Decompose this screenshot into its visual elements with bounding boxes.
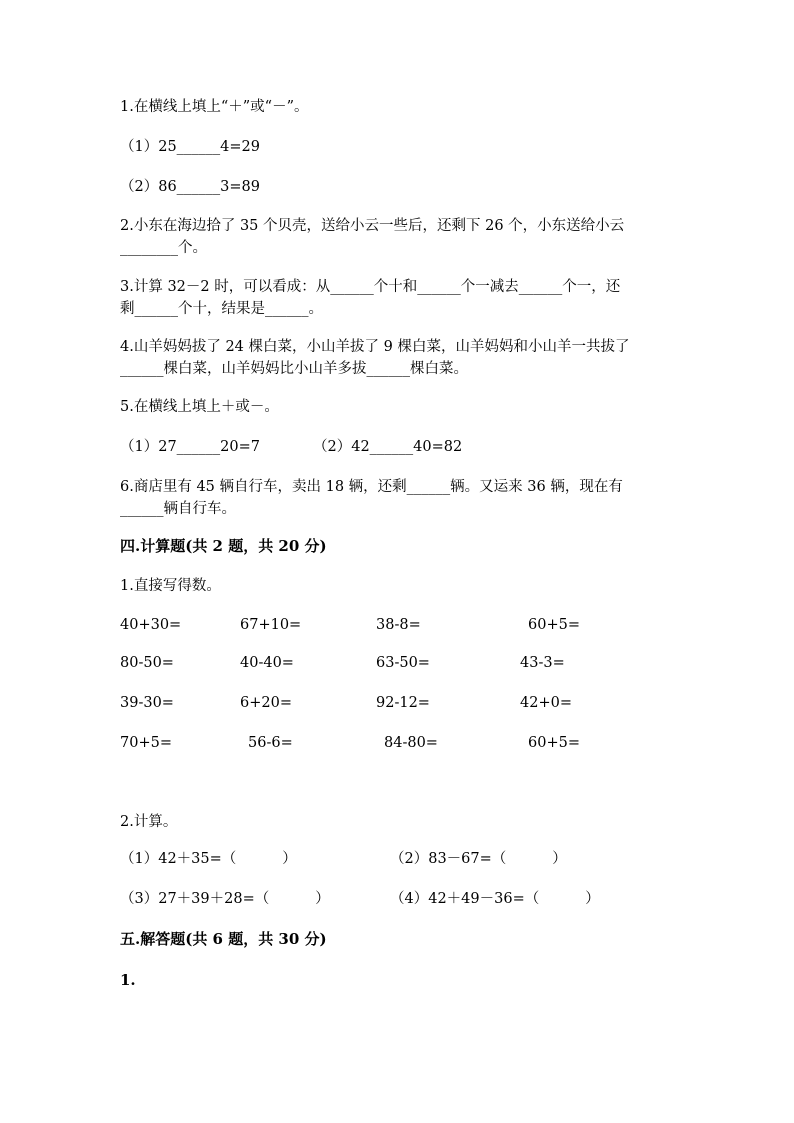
question-1-sub-2: （2）86______3=89 (120, 179, 261, 195)
calc-cell: 43-3= (520, 655, 565, 671)
calc-cell: 40+30= (120, 617, 182, 633)
calc-item-1 (120, 849, 297, 869)
calc-item-close: ） (282, 851, 297, 867)
question-1-prompt: 1.在横线上填上“＋”或“－”。 (120, 99, 309, 115)
calc-cell: 42+0= (520, 695, 572, 711)
section-4-q2-title: 2.计算。 (120, 814, 178, 830)
question-2-line-1: 2.小东在海边拾了 35 个贝壳，送给小云一些后，还剩下 26 个，小东送给小云 (120, 218, 625, 234)
question-6-line-2: ______辆自行车。 (120, 501, 236, 517)
calc-cell: 84-80= (384, 735, 438, 751)
calc-item-expression: （2）83－67=（ (390, 851, 507, 867)
calc-item-expression: （4）42＋49－36=（ (390, 891, 540, 907)
question-1-sub-1: （1）25______4=29 (120, 139, 261, 155)
question-3-line-2: 剩______个十，结果是______。 (120, 301, 323, 317)
calc-cell: 60+5= (528, 735, 580, 751)
calc-cell: 63-50= (376, 655, 430, 671)
calc-item-close: ） (315, 891, 330, 907)
question-5-prompt: 5.在横线上填上＋或－。 (120, 399, 279, 415)
section-5-title: 五.解答题(共 6 题，共 30 分) (120, 930, 327, 948)
calc-cell: 92-12= (376, 695, 430, 711)
calc-item-close: ） (585, 891, 600, 907)
calc-item-4 (390, 889, 600, 909)
calc-cell: 70+5= (120, 735, 172, 751)
question-4-line-1: 4.山羊妈妈拔了 24 棵白菜，小山羊拔了 9 棵白菜，山羊妈妈和小山羊一共拔了 (120, 339, 630, 355)
section-4-title: 四.计算题(共 2 题，共 20 分) (120, 537, 327, 555)
calc-item-3 (120, 889, 330, 909)
calc-item-expression: （1）42＋35=（ (120, 851, 237, 867)
question-5-sub-2: （2）42______40=82 (313, 439, 463, 455)
section-4-q1-title: 1.直接写得数。 (120, 578, 221, 594)
calc-item-2 (390, 849, 567, 869)
calc-cell: 56-6= (248, 735, 293, 751)
question-3-line-1: 3.计算 32－2 时，可以看成：从______个十和______个一减去______个一，还 (120, 279, 621, 295)
calc-item-close: ） (552, 851, 567, 867)
calc-cell: 39-30= (120, 695, 174, 711)
question-2-line-2: ________个。 (120, 240, 207, 256)
calc-cell: 40-40= (240, 655, 294, 671)
calc-cell: 80-50= (120, 655, 174, 671)
calc-cell: 60+5= (528, 617, 580, 633)
question-6-line-1: 6.商店里有 45 辆自行车，卖出 18 辆，还剩______辆。又运来 36 辆，现在有 (120, 479, 623, 495)
calc-item-expression: （3）27＋39＋28=（ (120, 891, 270, 907)
calc-cell: 6+20= (240, 695, 292, 711)
calc-cell: 67+10= (240, 617, 302, 633)
question-4-line-2: ______棵白菜，山羊妈妈比小山羊多拔______棵白菜。 (120, 361, 468, 377)
question-5-sub-1: （1）27______20=7 (120, 439, 261, 455)
calc-cell: 38-8= (376, 617, 421, 633)
section-5-q1-number: 1. (120, 971, 136, 989)
